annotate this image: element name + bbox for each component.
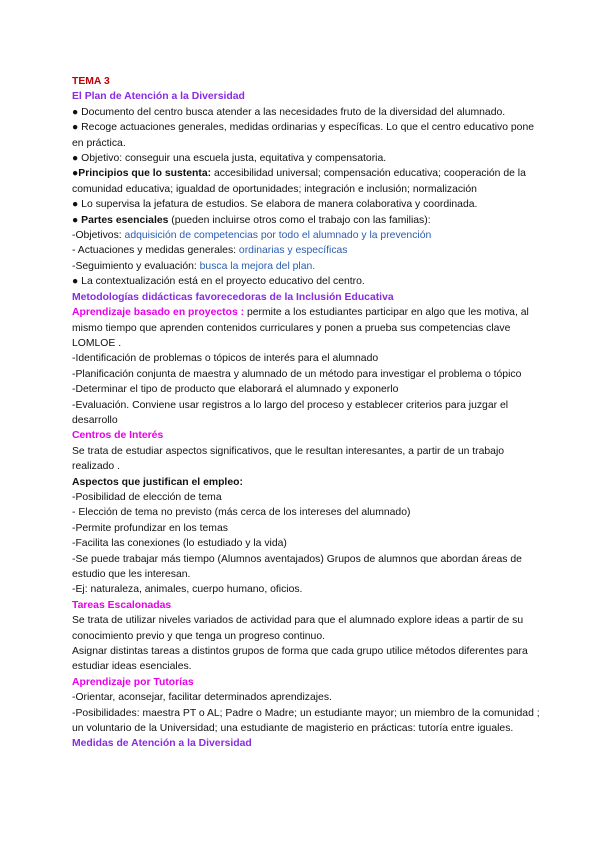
tutorias-item-1: -Orientar, aconsejar, facilitar determinados aprendizajes. bbox=[72, 692, 332, 704]
actuaciones-value: ordinarias y específicas bbox=[238, 245, 348, 257]
tutorias-item-2: -Posibilidades: maestra PT o AL; Padre o Madre; un estudiante mayor; un miembro de la comunidad ; un voluntario de la Universidad; una estudiante de magisterio en prácticas: tutoría entre iguales. bbox=[72, 707, 543, 735]
bullet-documento: ● Documento del centro busca atender a las necesidades fruto de la diversidad del alumnado. bbox=[72, 106, 506, 118]
seguimiento-value: busca la mejora del plan. bbox=[199, 260, 316, 272]
aspecto-item-1: -Posibilidad de elección de tema bbox=[72, 491, 222, 503]
paragraph-abp bbox=[72, 305, 540, 351]
bullet-contextualizacion: ● La contextualización está en el proyecto educativo del centro. bbox=[72, 276, 365, 288]
objetivos-label: -Objetivos: bbox=[72, 230, 125, 242]
section-heading-metodologias: Metodologías didácticas favorecedoras de la Inclusión Educativa bbox=[72, 291, 394, 303]
partes-text: (pueden incluirse otros como el trabajo con las familias): bbox=[168, 214, 431, 226]
actuaciones-label: - Actuaciones y medidas generales: bbox=[72, 245, 239, 257]
paragraph-tareas-1: Se trata de utilizar niveles variados de actividad para que el alumnado explore ideas a partir de su conocimiento previo y que tenga un progreso continuo. bbox=[72, 615, 526, 642]
abp-item-4: -Evaluación. Conviene usar registros a lo largo del proceso y establecer criterios para juzgar el desarrollo bbox=[72, 399, 511, 426]
partes-label: Partes esenciales bbox=[81, 214, 169, 226]
abp-text: permite a los estudiantes participar en algo que les motiva, al mismo tiempo que aprenden contenidos curriculares y ponen a prueba sus competencias clave LOMLOE . bbox=[72, 307, 532, 349]
heading-aprendizaje-tutorias: Aprendizaje por Tutorías bbox=[72, 676, 194, 688]
bullet-supervisa: ● Lo supervisa la jefatura de estudios. Se elabora de manera colaborativa y coordinada. bbox=[72, 199, 478, 211]
partes-prefix: ● bbox=[72, 214, 82, 226]
abp-label: Aprendizaje basado en proyectos : bbox=[72, 307, 245, 319]
principios-text: accesibilidad universal; compensación educativa; cooperación de la comunidad educativa; igualdad de oportunidades; integración e inclusión; normalización bbox=[72, 168, 529, 195]
section-heading-medidas: Medidas de Atención a la Diversidad bbox=[72, 738, 252, 750]
heading-aspectos: Aspectos que justifican el empleo: bbox=[72, 476, 243, 488]
aspecto-item-6: -Ej: naturaleza, animales, cuerpo humano, oficios. bbox=[72, 584, 303, 596]
section-heading-plan: El Plan de Atención a la Diversidad bbox=[72, 91, 245, 103]
principios-label: ●Principios que lo sustenta: bbox=[72, 168, 212, 180]
abp-item-2: -Planificación conjunta de maestra y alumnado de un método para investigar el problema o tópico bbox=[72, 368, 522, 380]
aspecto-item-5: -Se puede trabajar más tiempo (Alumnos aventajados) Grupos de alumnos que abordan áreas de estudio que les interesan. bbox=[72, 553, 525, 580]
seguimiento-label: -Seguimiento y evaluación: bbox=[72, 260, 200, 272]
aspecto-item-4: -Facilita las conexiones (lo estudiado y la vida) bbox=[72, 538, 287, 550]
item-seguimiento bbox=[72, 259, 540, 274]
abp-item-3: -Determinar el tipo de producto que elaborará el alumnado y exponerlo bbox=[72, 384, 399, 396]
aspecto-item-2: - Elección de tema no previsto (más cerca de los intereses del alumnado) bbox=[72, 507, 411, 519]
item-actuaciones bbox=[72, 243, 540, 258]
heading-centros-interes: Centros de Interés bbox=[72, 430, 164, 442]
paragraph-tareas-2: Asignar distintas tareas a distintos grupos de forma que cada grupo utilice métodos diferentes para estudiar ideas esenciales. bbox=[72, 646, 531, 673]
item-objetivos bbox=[72, 228, 540, 243]
bullet-principios bbox=[72, 166, 540, 197]
bullet-recoge: ● Recoge actuaciones generales, medidas ordinarias y específicas. Lo que el centro educativo pone en práctica. bbox=[72, 122, 537, 149]
bullet-objetivo: ● Objetivo: conseguir una escuela justa, equitativa y compensatoria. bbox=[72, 153, 387, 165]
document-title: TEMA 3 bbox=[72, 76, 110, 87]
bullet-partes bbox=[72, 213, 540, 228]
heading-tareas-escalonadas: Tareas Escalonadas bbox=[72, 599, 172, 611]
paragraph-centros-interes: Se trata de estudiar aspectos significativos, que le resultan interesantes, a partir de un trabajo realizado . bbox=[72, 445, 507, 473]
objetivos-value: adquisición de competencias por todo el alumnado y la prevención bbox=[124, 230, 432, 242]
aspecto-item-3: -Permite profundizar en los temas bbox=[72, 522, 228, 534]
abp-item-1: -Identificación de problemas o tópicos de interés para el alumnado bbox=[72, 353, 379, 365]
